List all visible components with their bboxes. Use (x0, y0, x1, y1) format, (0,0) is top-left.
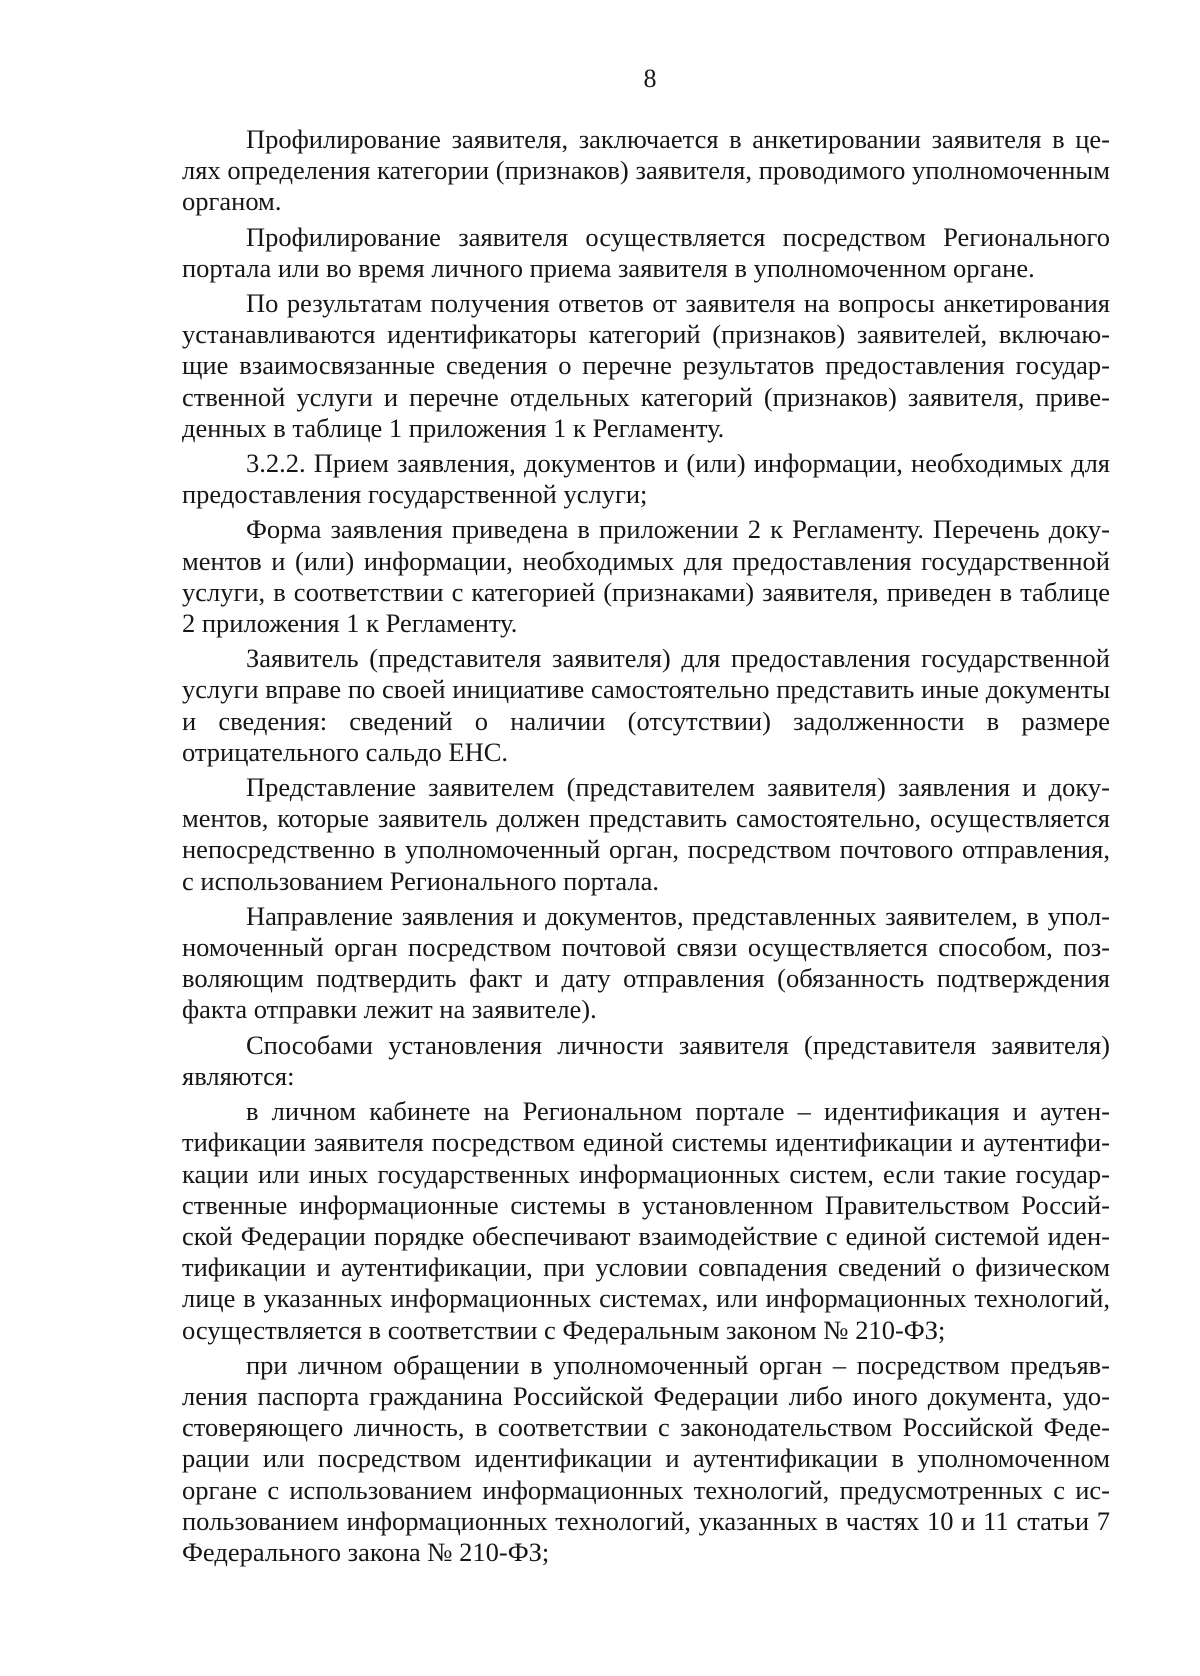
page-number: 8 (643, 64, 657, 93)
paragraph-profiling-definition: Профилирование заявителя, заключается в анкетировании заявителя в целях определения категории (признаков) заявителя, проводимого уполномоченным органом. (182, 124, 1110, 217)
paragraph-personal-visit-identification: при личном обращении в уполномоченный орган – посредством предъявления паспорта гражданина Российской Федерации либо иного документа, удостоверяющего личность, в соответствии с законодательством Российской Федерации или посредством идентификации и аутентификации в уполномоченном органе с использованием информационных технологий, предусмотренных с использованием информационных технологий, указанных в частях 10 и 11 статьи 7 Федерального закона № 210-ФЗ; (182, 1349, 1110, 1567)
paragraph-submission-methods: Представление заявителем (представителем заявителя) заявления и документов, которые заявитель должен представить самостоятельно, осуществляется непосредственно в уполномоченный орган, посредством почтового отправления, с использованием Регионального портала. (182, 772, 1110, 896)
paragraph-section-3-2-2: 3.2.2. Прием заявления, документов и (или) информации, необходимых для предоставления государственной услуги; (182, 448, 1110, 510)
paragraph-regional-portal-identification: в личном кабинете на Региональном портале – идентификация и аутентификации заявителя посредством единой системы идентификации и аутентификации или иных государственных информационных систем, если такие государственные информационные системы в установленном Правительством Российской Федерации порядке обеспечивают взаимодействие с единой системой идентификации и аутентификации, при условии совпадения сведений о физическом лице в указанных информационных системах, или информационных технологий, осуществляется в соответствии с Федеральным законом № 210-ФЗ; (182, 1096, 1110, 1345)
paragraph-optional-documents: Заявитель (представителя заявителя) для предоставления государственной услуги вправе по своей инициативе самостоятельно представить иные документы и сведения: сведений о наличии (отсутствии) задолженности в размере отрицательного сальдо ЕНС. (182, 643, 1110, 767)
paragraph-profiling-method: Профилирование заявителя осуществляется посредством Регионального портала или во время личного приема заявителя в уполномоченном органе. (182, 221, 1110, 283)
paragraph-postal-submission: Направление заявления и документов, представленных заявителем, в уполномоченный орган посредством почтовой связи осуществляется способом, позволяющим подтвердить факт и дату отправления (обязанность подтверждения факта отправки лежит на заявителе). (182, 900, 1110, 1025)
body-text (182, 124, 1110, 1572)
paragraph-identity-methods: Способами установления личности заявителя (представителя заявителя) являются: (182, 1029, 1110, 1091)
paragraph-profiling-results: По результатам получения ответов от заявителя на вопросы анкетирования устанавливаются идентификаторы категорий (признаков) заявителей, включающие взаимосвязанные сведения о перечне результатов предоставления государственной услуги и перечне отдельных категорий (признаков) заявителя, приведенных в таблице 1 приложения 1 к Регламенту. (182, 288, 1110, 443)
paragraph-application-form: Форма заявления приведена в приложении 2 к Регламенту. Перечень документов и (или) информации, необходимых для предоставления государственной услуги, в соответствии с категорией (признаками) заявителя, приведен в таблице 2 приложения 1 к Регламенту. (182, 514, 1110, 639)
